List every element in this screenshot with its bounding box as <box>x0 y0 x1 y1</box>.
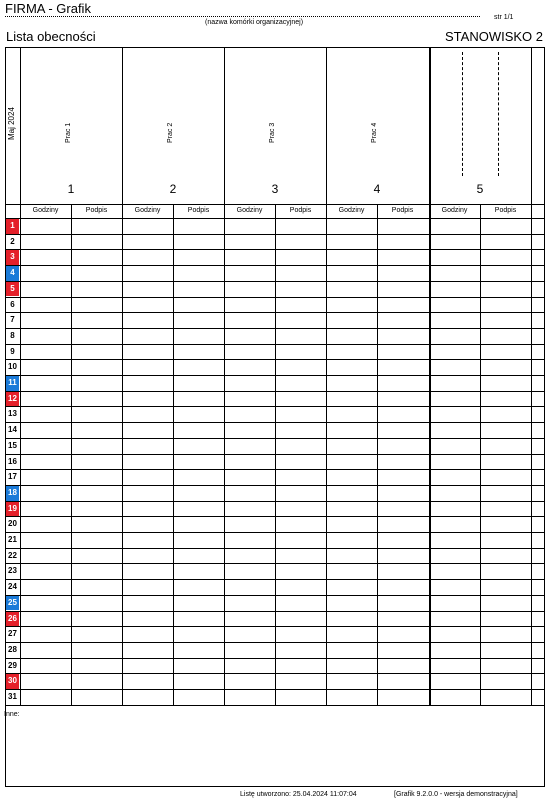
day-number: 29 <box>8 660 17 670</box>
day-number: 30 <box>6 674 19 689</box>
day-number: 4 <box>6 266 19 281</box>
signature-column-header: Podpis <box>391 207 414 214</box>
day-number: 5 <box>6 282 19 297</box>
day-number: 14 <box>8 425 17 435</box>
firm-title: FIRMA - Grafik <box>5 1 91 16</box>
day-number: 9 <box>10 346 15 356</box>
row-divider <box>6 642 544 643</box>
row-divider <box>6 438 544 439</box>
row-divider <box>6 406 544 407</box>
row-divider <box>6 548 544 549</box>
row-divider <box>6 673 544 674</box>
row-divider <box>6 689 544 690</box>
day-number: 24 <box>8 582 17 592</box>
day-number: 22 <box>8 550 17 560</box>
worker-number: 4 <box>373 182 381 196</box>
day-number: 23 <box>8 566 17 576</box>
row-divider <box>6 375 544 376</box>
worker-name: Prac 2 <box>167 122 174 143</box>
day-number: 13 <box>8 409 17 419</box>
worker-number: 2 <box>169 182 177 196</box>
day-number: 11 <box>6 376 19 391</box>
signature-column-header: Podpis <box>289 207 312 214</box>
row-divider <box>6 359 544 360</box>
row-divider <box>6 658 544 659</box>
day-number: 16 <box>8 456 17 466</box>
row-divider <box>6 328 544 329</box>
worker-number: 5 <box>476 182 484 196</box>
day-number: 6 <box>10 299 15 309</box>
row-divider <box>6 611 544 612</box>
page-number: str 1/1 <box>494 14 514 21</box>
column-divider <box>429 48 431 705</box>
hours-column-header: Godziny <box>32 207 59 214</box>
day-number: 31 <box>8 692 17 701</box>
day-number: 7 <box>10 315 15 325</box>
day-number: 1 <box>6 219 19 234</box>
subheader-divider <box>6 218 544 219</box>
day-number: 12 <box>6 392 19 407</box>
day-number: 19 <box>6 502 19 517</box>
attendance-grid <box>5 47 545 787</box>
row-divider <box>6 532 544 533</box>
worker-number: 3 <box>271 182 279 196</box>
row-divider <box>6 579 544 580</box>
row-divider <box>6 563 544 564</box>
day-number: 2 <box>10 236 15 246</box>
row-divider <box>6 485 544 486</box>
row-divider <box>6 312 544 313</box>
hours-column-header: Godziny <box>338 207 365 214</box>
day-number: 25 <box>6 596 19 611</box>
station-label: STANOWISKO 2 <box>445 29 543 44</box>
column-divider <box>224 48 225 705</box>
worker5-dashed-line <box>498 52 499 176</box>
row-divider <box>6 281 544 282</box>
column-divider <box>531 48 532 705</box>
worker-name: Prac 4 <box>371 122 378 143</box>
row-divider <box>6 454 544 455</box>
row-divider <box>6 516 544 517</box>
signature-column-header: Podpis <box>494 207 517 214</box>
row-divider <box>6 391 544 392</box>
hours-column-header: Godziny <box>236 207 263 214</box>
worker-name: Prac 1 <box>65 122 72 143</box>
day-number: 15 <box>8 440 17 450</box>
day-number: 18 <box>6 486 19 501</box>
row-divider <box>6 344 544 345</box>
day-number: 21 <box>8 535 17 544</box>
row-divider <box>6 626 544 627</box>
page-title: Lista obecności <box>6 29 96 44</box>
row-divider <box>6 234 544 235</box>
signature-column-header: Podpis <box>187 207 210 214</box>
month-label: Maj 2024 <box>7 107 16 140</box>
row-divider <box>6 469 544 470</box>
hours-column-header: Godziny <box>134 207 161 214</box>
worker-number: 1 <box>67 182 75 196</box>
row-divider <box>6 705 544 706</box>
unit-dotted-line <box>5 16 480 17</box>
day-number: 28 <box>8 644 17 654</box>
day-number: 3 <box>6 250 19 265</box>
row-divider <box>6 501 544 502</box>
notes-label: Inne: <box>4 711 20 718</box>
header-divider <box>6 204 544 205</box>
worker-name: Prac 3 <box>269 122 276 143</box>
day-number: 26 <box>6 612 19 627</box>
version-label: [Grafik 9.2.0.0 - wersja demonstracyjna] <box>394 791 518 798</box>
row-divider <box>6 297 544 298</box>
column-divider <box>20 48 21 705</box>
row-divider <box>6 265 544 266</box>
hours-column-header: Godziny <box>441 207 468 214</box>
row-divider <box>6 595 544 596</box>
column-divider <box>326 48 327 705</box>
unit-label: (nazwa komórki organizacyjnej) <box>205 19 304 26</box>
day-number: 27 <box>8 629 17 639</box>
day-number: 20 <box>8 519 17 529</box>
row-divider <box>6 249 544 250</box>
day-number: 17 <box>8 472 17 482</box>
worker5-dashed-line <box>462 52 463 176</box>
day-number: 8 <box>10 330 15 340</box>
day-number: 10 <box>8 362 17 372</box>
row-divider <box>6 422 544 423</box>
created-timestamp: Listę utworzono: 25.04.2024 11:07:04 <box>240 791 357 798</box>
column-divider <box>122 48 123 705</box>
signature-column-header: Podpis <box>85 207 108 214</box>
